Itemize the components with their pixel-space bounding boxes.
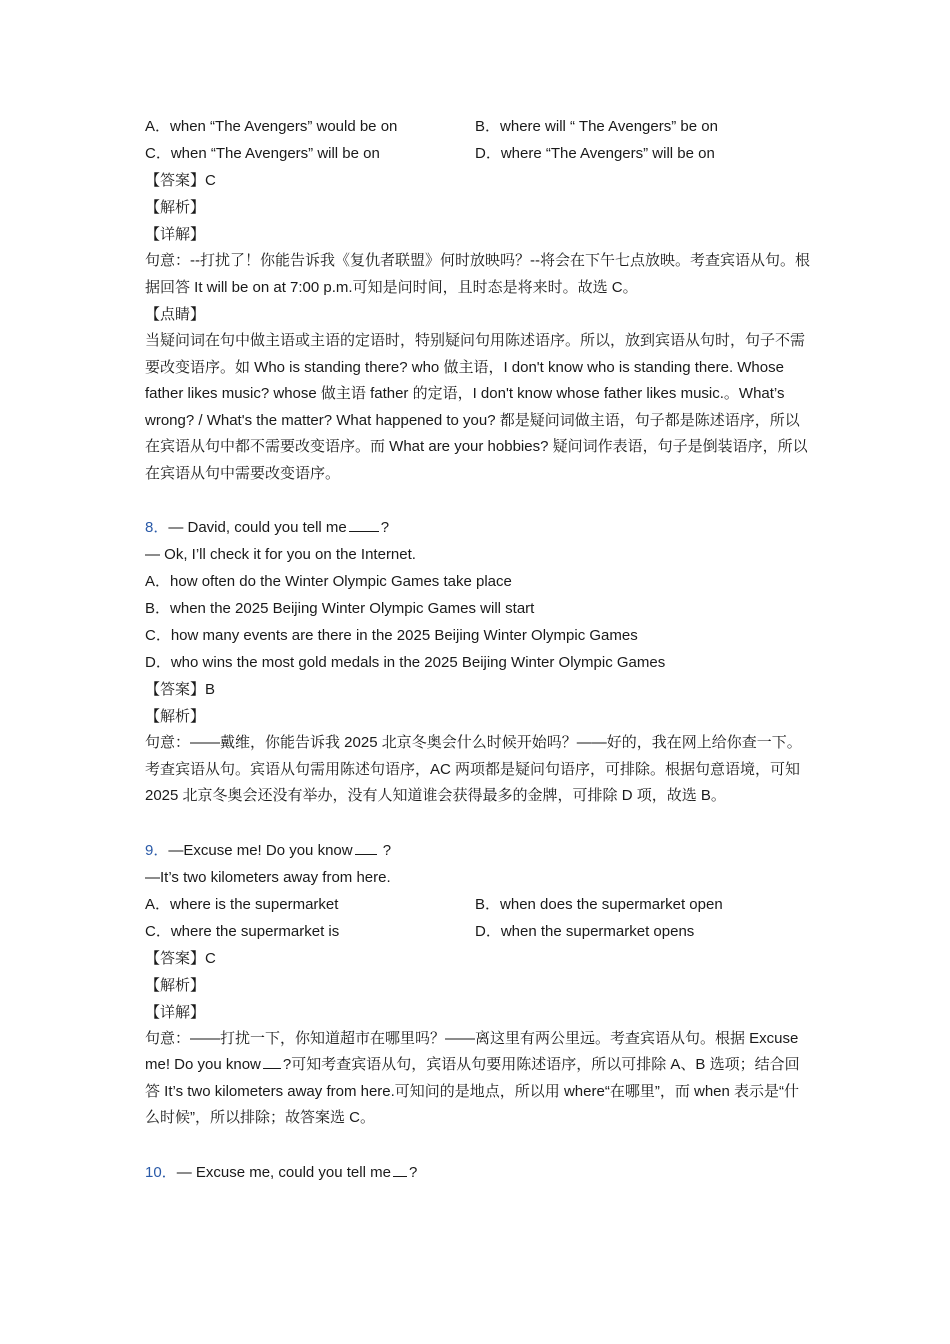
q8-option-a[interactable]: A．how often do the Winter Olympic Games take place (145, 573, 512, 590)
q8-blank (349, 517, 379, 532)
q8-reply: — Ok, I’ll check it for you on the Internet. (145, 546, 416, 563)
q8-analysis-heading: 【解析】 (145, 708, 206, 725)
q8-answer: 【答案】B (145, 681, 216, 698)
q8-number: 8． (145, 519, 169, 536)
q7-tip-text: 当疑问词在句中做主语或主语的定语时，特别疑问句用陈述语序。所以，放到宾语从句时，句子不需要改变语序。如 Who is standing there? who 做主语，I don't know who is standing there. Whose father likes music? whose 做主语 father 的定语，I don't know whose father likes music.。What’s wrong? / What's the matter? What happened to you? 都是疑问词做主语，句子都是陈述语序，所以在宾语从句中都不需要改变语序。而 What are your hobbies? 疑问词作表语，句子是倒装语序，所以在宾语从句中需要改变语序。 (145, 332, 808, 482)
q9-option-a[interactable]: A．where is the supermarket (145, 895, 339, 913)
q7-analysis-heading: 【解析】 (145, 199, 206, 216)
q8-option-b[interactable]: B．when the 2025 Beijing Winter Olympic Games will start (145, 600, 535, 617)
q9-detail-blank (263, 1054, 281, 1069)
q10-number: 10． (145, 1163, 177, 1181)
q9-answer: 【答案】C (145, 949, 216, 967)
q9-option-b[interactable]: B．when does the supermarket open (475, 895, 723, 913)
spacer (145, 1132, 810, 1159)
q7-options-row-2 (145, 140, 810, 167)
q9-reply: —It’s two kilometers away from here. (145, 868, 391, 886)
q9-option-c[interactable]: C．where the supermarket is (145, 922, 340, 940)
q9-options-row-1 (145, 891, 810, 918)
q7-option-c[interactable]: C．when “The Avengers” will be on (145, 145, 380, 162)
q9-number: 9． (145, 841, 169, 859)
document-page (145, 113, 810, 1186)
q9-option-d[interactable]: D．when the supermarket opens (475, 922, 695, 940)
q9-blank (355, 840, 377, 855)
q10-blank (393, 1162, 407, 1177)
q8-analysis-text: 句意：——戴维，你能告诉我 2025 北京冬奥会什么时候开始吗？——好的，我在网上给你查一下。考查宾语从句。宾语从句需用陈述句语序，AC 两项都是疑问句语序，可排除。根据句意语境，可知 2025 北京冬奥会还没有举办，没有人知道谁会获得最多的金牌，可排除 D 项，故选 B。 (145, 734, 802, 804)
q7-detail-text: 句意：--打扰了！你能告诉我《复仇者联盟》何时放映吗？--将会在下午七点放映。考查宾语从句。根据回答 It will be on at 7:00 p.m.可知是问时间，且时态是将来时。故选 C。 (145, 252, 810, 296)
q7-detail-heading: 【详解】 (145, 226, 206, 243)
q9-options-row-2 (145, 918, 810, 945)
q8-option-d[interactable]: D．who wins the most gold medals in the 2025 Beijing Winter Olympic Games (145, 654, 666, 671)
q9-stem: 9．—Excuse me! Do you know ? (145, 841, 392, 859)
q7-option-a[interactable]: A．when “The Avengers” would be on (145, 118, 398, 135)
q9-detail-text: 句意：——打扰一下，你知道超市在哪里吗？——离这里有两公里远。考查宾语从句。根据 Excuse me! Do you know ?可知考查宾语从句，宾语从句要用陈述语序，所以可排除 A、B 选项；结合回答 It’s two kilometers away from here.可知问的是地点，所以用 where“在哪里”，而 when 表示是“什么时候”，所以排除；故答案选 C。 (145, 1029, 800, 1126)
q9-detail-heading: 【详解】 (145, 1003, 206, 1021)
spacer (145, 810, 810, 837)
q7-tip-heading: 【点睛】 (145, 306, 206, 323)
spacer (145, 487, 810, 514)
q7-options-row-1 (145, 113, 810, 140)
q7-answer: 【答案】C (145, 172, 216, 189)
q7-option-d[interactable]: D．where “The Avengers” will be on (475, 145, 715, 162)
q8-option-c[interactable]: C．how many events are there in the 2025 Beijing Winter Olympic Games (145, 627, 638, 644)
q9-analysis-heading: 【解析】 (145, 976, 206, 994)
q10-stem: 10．— Excuse me, could you tell me ? (145, 1163, 418, 1181)
q8-stem: 8．— David, could you tell me ? (145, 519, 390, 536)
q7-option-b[interactable]: B．where will “ The Avengers” be on (475, 118, 718, 135)
